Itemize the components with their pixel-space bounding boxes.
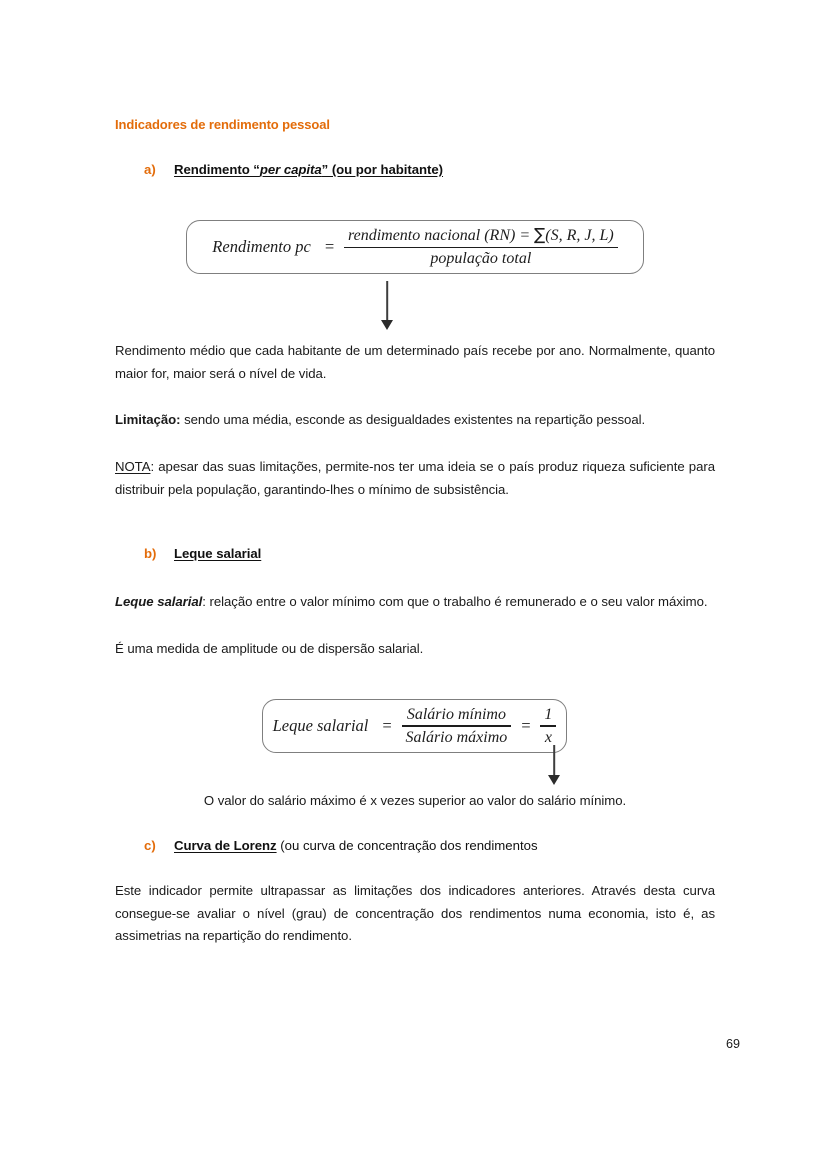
formula2-lhs: Leque salarial — [272, 716, 369, 735]
formula2-fraction-1 — [402, 705, 512, 748]
list-heading-b: Leque salarial — [174, 546, 262, 561]
list-item-a — [115, 162, 764, 177]
leque-salarial-label: Leque salarial — [115, 594, 203, 609]
list-heading-a-italic: per capita — [259, 162, 322, 177]
nota-label: NOTA — [115, 459, 151, 475]
formula-box-leque-salarial — [262, 699, 567, 753]
paragraph-leque-salarial-def — [115, 591, 715, 614]
nota-text: : apesar das suas limitações, permite-nos ter uma ideia se o país produz riqueza suficiente para distribuir pela população, garantindo-lhes o mínimo de subsistência. — [115, 459, 715, 497]
list-heading-c-underlined: Curva de Lorenz — [174, 838, 277, 853]
list-heading-a-part2: ” (ou por habitante) — [321, 162, 444, 177]
page-title: Indicadores de rendimento pessoal — [115, 117, 330, 132]
paragraph-nota — [115, 456, 715, 501]
formula1-denominator: população total — [430, 250, 532, 268]
formula2-equals-1: = — [381, 716, 393, 735]
formula1-equals: = — [323, 237, 335, 256]
formula1-lhs: Rendimento pc — [212, 237, 311, 256]
formula-leque-salarial — [273, 705, 557, 748]
caption-salario-maximo: O valor do salário máximo é x vezes superior ao valor do salário mínimo. — [203, 793, 627, 808]
limitacao-text: sendo uma média, esconde as desigualdades existentes na repartição pessoal. — [180, 412, 646, 428]
formula-rendimento-pc — [212, 225, 617, 269]
formula2-fraction-2 — [540, 705, 556, 748]
leque-salarial-text: : relação entre o valor mínimo com que o trabalho é remunerado e o seu valor máximo. — [202, 594, 708, 609]
formula1-numerator-equals: = — [519, 227, 531, 245]
paragraph-amplitude: É uma medida de amplitude ou de dispersão salarial. — [115, 640, 424, 656]
formula2-frac2-denominator: x — [544, 728, 552, 746]
page-number: 69 — [725, 1037, 740, 1051]
list-heading-a — [174, 162, 443, 177]
formula2-equals-2: = — [520, 716, 532, 735]
formula2-frac2-numerator: 1 — [544, 705, 553, 723]
formula1-numerator — [344, 225, 618, 247]
list-heading-c — [174, 837, 538, 855]
list-marker-c: c) — [144, 838, 156, 853]
list-heading-a-part1: Rendimento “ — [174, 162, 260, 177]
paragraph-rendimento-medio: Rendimento médio que cada habitante de um determinado país recebe por ano. Normalmente, quanto maior for, maior será o nível de vida. — [115, 343, 715, 381]
formula2-denominator: Salário máximo — [405, 728, 508, 746]
list-item-c — [115, 837, 764, 855]
down-arrow-icon-1 — [374, 281, 400, 330]
formula1-fraction — [344, 225, 618, 269]
paragraph-limitacao — [115, 409, 715, 432]
formula1-numerator-set: (S, R, J, L) — [545, 227, 614, 245]
limitacao-label: Limitação: — [115, 412, 181, 428]
paragraph-curva-lorenz: Este indicador permite ultrapassar as limitações dos indicadores anteriores. Através desta curva consegue-se avaliar o nível (grau) de concentração dos rendimentos numa economia, isto é, as assimetrias na repartição do rendimento. — [115, 883, 715, 944]
list-marker-b: b) — [144, 546, 157, 561]
formula1-numerator-text: rendimento nacional (RN) — [347, 227, 516, 245]
formula2-numerator: Salário mínimo — [406, 705, 506, 723]
list-heading-c-plain: (ou curva de concentração dos rendimentos — [276, 838, 538, 853]
summation-icon: ∑ — [534, 225, 546, 245]
down-arrow-icon-2 — [541, 745, 567, 785]
list-marker-a: a) — [144, 162, 156, 177]
formula-box-rendimento-pc — [186, 220, 644, 274]
list-item-b — [115, 546, 764, 561]
